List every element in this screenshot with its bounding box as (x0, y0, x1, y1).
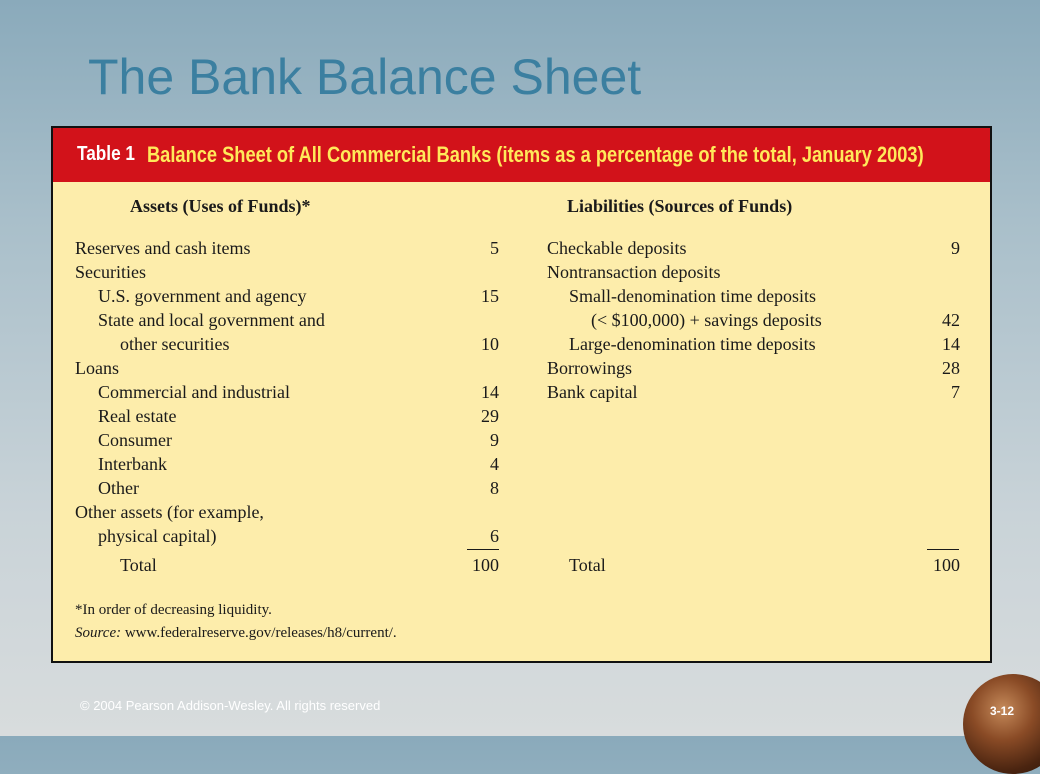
slide-number: 3-12 (990, 704, 1015, 718)
liabilities-total-rule (927, 549, 959, 550)
asset-row-value: 5 (490, 238, 499, 258)
liabilities-total-value: 100 (933, 555, 960, 575)
liability-row-value: 9 (951, 238, 960, 258)
footnote-source (75, 625, 397, 642)
asset-row-label: other securities (120, 334, 230, 354)
assets-total-value: 100 (472, 555, 499, 575)
asset-row-label: Other assets (for example, (75, 502, 264, 522)
balance-sheet-table (51, 126, 992, 663)
table-header (53, 128, 990, 182)
globe-decoration (963, 674, 1040, 774)
asset-row-value: 4 (490, 454, 499, 474)
liability-row-value: 14 (942, 334, 960, 354)
liability-row-label: (< $100,000) + savings deposits (591, 310, 822, 330)
liability-row-label: Borrowings (547, 358, 632, 378)
asset-row-label: State and local government and (98, 310, 325, 330)
asset-row-label: Loans (75, 358, 119, 378)
asset-row-label: Reserves and cash items (75, 238, 251, 258)
asset-row-label: physical capital) (98, 526, 217, 546)
liability-row-value: 7 (951, 382, 960, 402)
copyright-notice: © 2004 Pearson Addison-Wesley. All rights reserved (80, 698, 381, 713)
asset-row-label: Other (98, 478, 139, 498)
asset-row-label: U.S. government and agency (98, 286, 307, 306)
slide-title: The Bank Balance Sheet (88, 49, 642, 105)
asset-row-value: 10 (481, 334, 499, 354)
asset-row-label: Interbank (98, 454, 167, 474)
footnote-liquidity: *In order of decreasing liquidity. (75, 602, 272, 618)
assets-heading: Assets (Uses of Funds)* (130, 196, 311, 216)
source-label: Source: (75, 625, 122, 641)
asset-row-label: Consumer (98, 430, 172, 450)
liability-row-label: Bank capital (547, 382, 638, 402)
asset-row-value: 8 (490, 478, 499, 498)
table-caption: Balance Sheet of All Commercial Banks (items as a percentage of the total, January 2003) (147, 142, 924, 167)
asset-row-value: 9 (490, 430, 499, 450)
source-url: www.federalreserve.gov/releases/h8/current/. (124, 625, 397, 641)
assets-total-label: Total (120, 555, 157, 575)
asset-row-value: 14 (481, 382, 499, 402)
liabilities-total-label: Total (569, 555, 606, 575)
asset-row-label: Securities (75, 262, 146, 282)
liabilities-heading: Liabilities (Sources of Funds) (567, 196, 793, 216)
liability-row-label: Nontransaction deposits (547, 262, 721, 282)
liability-row-value: 42 (942, 310, 960, 330)
asset-row-label: Real estate (98, 406, 177, 426)
asset-row-value: 6 (490, 526, 499, 546)
asset-row-value: 29 (481, 406, 499, 426)
liability-row-label: Checkable deposits (547, 238, 687, 258)
asset-row-label: Commercial and industrial (98, 382, 290, 402)
asset-row-value: 15 (481, 286, 499, 306)
liability-row-label: Large-denomination time deposits (569, 334, 816, 354)
assets-total-rule (467, 549, 499, 550)
liability-row-value: 28 (942, 358, 960, 378)
liability-row-label: Small-denomination time deposits (569, 286, 816, 306)
table-label: Table 1 (77, 143, 135, 165)
